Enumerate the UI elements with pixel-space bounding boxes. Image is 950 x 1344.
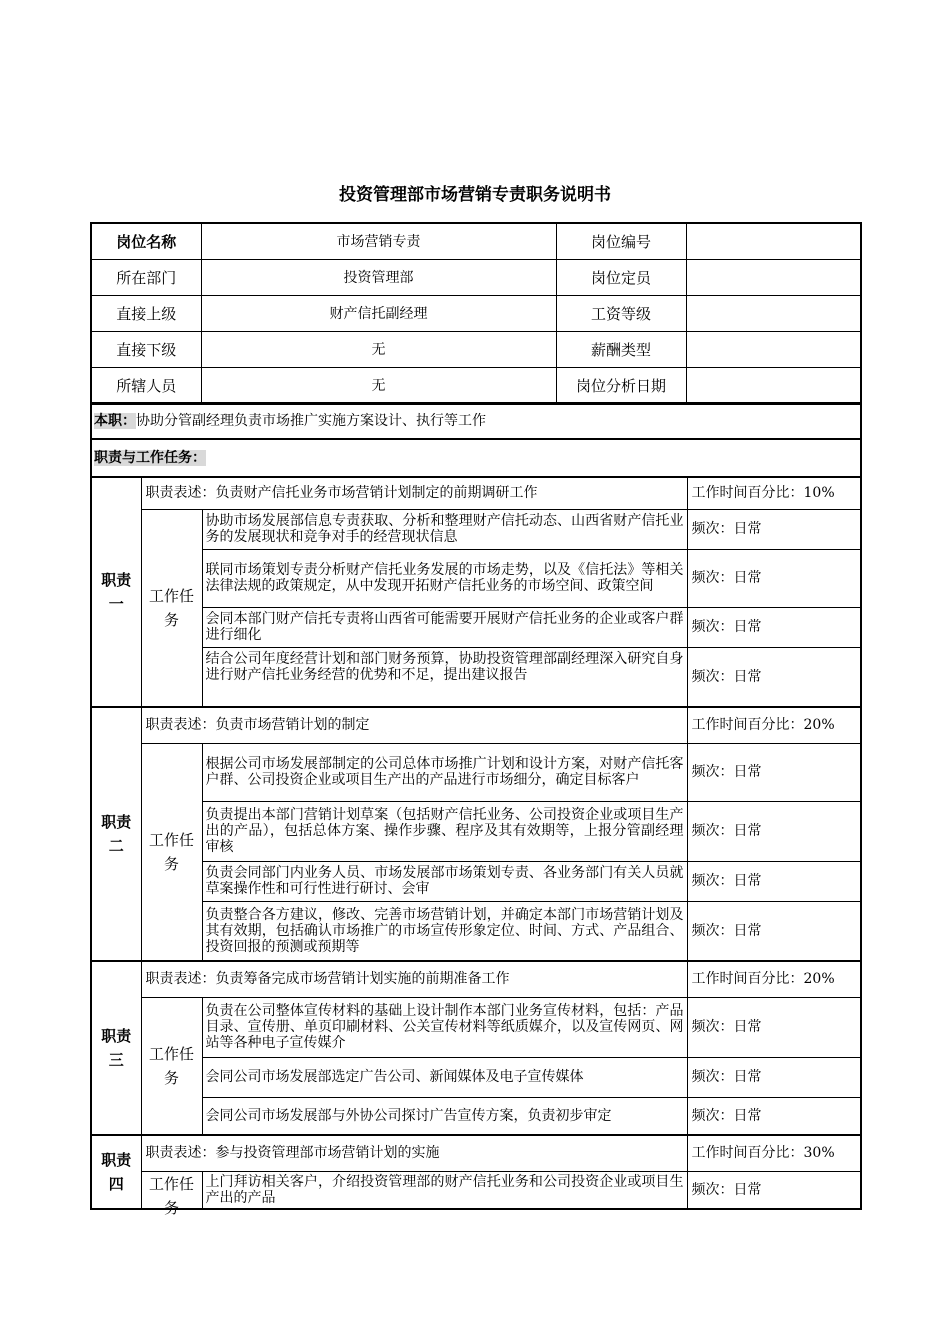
- task-row: [91, 549, 861, 607]
- info-value: [686, 223, 861, 260]
- task-freq: 频次：日常: [687, 997, 861, 1057]
- duty-name: 职责三: [91, 961, 141, 1135]
- task-row: [91, 1097, 861, 1135]
- task-row: [91, 901, 861, 961]
- info-label: 岗位编号: [556, 223, 686, 260]
- duty-desc: 职责表述：负责市场营销计划的制定: [141, 707, 687, 743]
- duties-header: [91, 439, 861, 477]
- info-row: [91, 260, 861, 296]
- core-duty-label: 本职：: [94, 413, 136, 429]
- task-freq: 频次：日常: [687, 901, 861, 961]
- duty-pct: 工作时间百分比：20%: [687, 707, 861, 743]
- task-row: [91, 647, 861, 707]
- task-text: 负责在公司整体宣传材料的基础上设计制作本部门业务宣传材料，包括：产品目录、宣传册、单页印刷材料、公关宣传材料等纸质媒介，以及宣传网页、网站等各种电子宣传媒介: [202, 997, 687, 1057]
- duty-name: 职责二: [91, 707, 141, 961]
- duty-desc-row: [91, 707, 861, 743]
- duty-pct: 工作时间百分比：20%: [687, 961, 861, 997]
- info-value: 投资管理部: [201, 260, 556, 296]
- info-label: 工资等级: [556, 296, 686, 332]
- task-freq: 频次：日常: [687, 801, 861, 861]
- info-label: 所辖人员: [91, 368, 201, 405]
- core-duty-row: [91, 403, 861, 439]
- info-value: 无: [201, 332, 556, 368]
- task-freq: 频次：日常: [687, 509, 861, 549]
- task-freq: 频次：日常: [687, 549, 861, 607]
- task-row: [91, 607, 861, 647]
- info-value: [686, 368, 861, 405]
- duty-desc: 职责表述：负责财产信托业务市场营销计划制定的前期调研工作: [141, 477, 687, 509]
- task-row: [91, 997, 861, 1057]
- info-label: 所在部门: [91, 260, 201, 296]
- duty-desc-row: [91, 1135, 861, 1171]
- info-value: [686, 296, 861, 332]
- info-value: [686, 260, 861, 296]
- duty-desc: 职责表述：负责筹备完成市场营销计划实施的前期准备工作: [141, 961, 687, 997]
- info-value: 市场营销专责: [201, 223, 556, 260]
- page-title: 投资管理部市场营销专责职务说明书: [339, 185, 611, 205]
- task-label: 工作任务: [141, 997, 202, 1135]
- info-label: 直接上级: [91, 296, 201, 332]
- task-row: [91, 801, 861, 861]
- task-text: 协助市场发展部信息专责获取、分析和整理财产信托动态、山西省财产信托业务的发展现状和竞争对手的经营现状信息: [202, 509, 687, 549]
- duty-pct: 工作时间百分比：10%: [687, 477, 861, 509]
- duty-desc-row: [91, 961, 861, 997]
- info-label: 岗位名称: [91, 223, 201, 260]
- task-row: [91, 509, 861, 549]
- task-freq: 频次：日常: [687, 1097, 861, 1135]
- task-text: 联同市场策划专责分析财产信托业务发展的市场走势，以及《信托法》等相关法律法规的政策规定，从中发现开拓财产信托业务的市场空间、政策空间: [202, 549, 687, 607]
- task-text: 会同本部门财产信托专责将山西省可能需要开展财产信托业务的企业或客户群进行细化: [202, 607, 687, 647]
- duties-table: [90, 402, 862, 1217]
- duty-pct: 工作时间百分比：30%: [687, 1135, 861, 1171]
- task-freq: 频次：日常: [687, 861, 861, 901]
- task-text: 结合公司年度经营计划和部门财务预算，协助投资管理部副经理深入研究自身进行财产信托业务经营的优势和不足，提出建议报告: [202, 647, 687, 707]
- core-duty: [91, 403, 861, 439]
- task-label: 工作任务: [141, 509, 202, 707]
- task-freq: 频次：日常: [687, 607, 861, 647]
- task-row: [91, 1171, 861, 1209]
- task-text: 会同公司市场发展部与外协公司探讨广告宣传方案，负责初步审定: [202, 1097, 687, 1135]
- info-row: [91, 368, 861, 405]
- duty-desc-row: [91, 477, 861, 509]
- duty-desc: 职责表述：参与投资管理部市场营销计划的实施: [141, 1135, 687, 1171]
- info-row: [91, 332, 861, 368]
- task-freq: 频次：日常: [687, 647, 861, 707]
- task-label: 工作任务: [141, 1171, 202, 1209]
- info-label: 直接下级: [91, 332, 201, 368]
- task-text: 根据公司市场发展部制定的公司总体市场推广计划和设计方案，对财产信托客户群、公司投资企业或项目生产出的产品进行市场细分，确定目标客户: [202, 743, 687, 801]
- task-text: 会同公司市场发展部选定广告公司、新闻媒体及电子宣传媒体: [202, 1057, 687, 1097]
- task-text: 负责提出本部门营销计划草案（包括财产信托业务、公司投资企业或项目生产出的产品），包括总体方案、操作步骤、程序及其有效期等，上报分管副经理审核: [202, 801, 687, 861]
- info-row: [91, 223, 861, 260]
- info-label: 薪酬类型: [556, 332, 686, 368]
- info-row: [91, 296, 861, 332]
- info-label: 岗位分析日期: [556, 368, 686, 405]
- task-row: [91, 861, 861, 901]
- duty-name: 职责一: [91, 477, 141, 707]
- task-text: 上门拜访相关客户，介绍投资管理部的财产信托业务和公司投资企业或项目生产出的产品: [202, 1171, 687, 1209]
- info-value: 财产信托副经理: [201, 296, 556, 332]
- task-text: 负责会同部门内业务人员、市场发展部市场策划专责、各业务部门有关人员就草案操作性和可行性进行研讨、会审: [202, 861, 687, 901]
- core-duty-text: 协助分管副经理负责市场推广实施方案设计、执行等工作: [136, 413, 486, 429]
- info-value: [686, 332, 861, 368]
- task-freq: 频次：日常: [687, 743, 861, 801]
- task-row: [91, 1057, 861, 1097]
- task-text: 负责整合各方建议，修改、完善市场营销计划，并确定本部门市场营销计划及其有效期，包括确认市场推广的市场宣传形象定位、时间、方式、产品组合、投资回报的预测或预期等: [202, 901, 687, 961]
- duties-header-label: 职责与工作任务：: [94, 450, 206, 466]
- task-freq: 频次：日常: [687, 1057, 861, 1097]
- basic-info-table: [90, 222, 862, 405]
- task-freq: 频次：日常: [687, 1171, 861, 1209]
- task-row: [91, 743, 861, 801]
- task-label: 工作任务: [141, 743, 202, 961]
- info-value: 无: [201, 368, 556, 405]
- info-label: 岗位定员: [556, 260, 686, 296]
- duty-name: 职责四: [91, 1135, 141, 1209]
- duties-header-row: [91, 439, 861, 477]
